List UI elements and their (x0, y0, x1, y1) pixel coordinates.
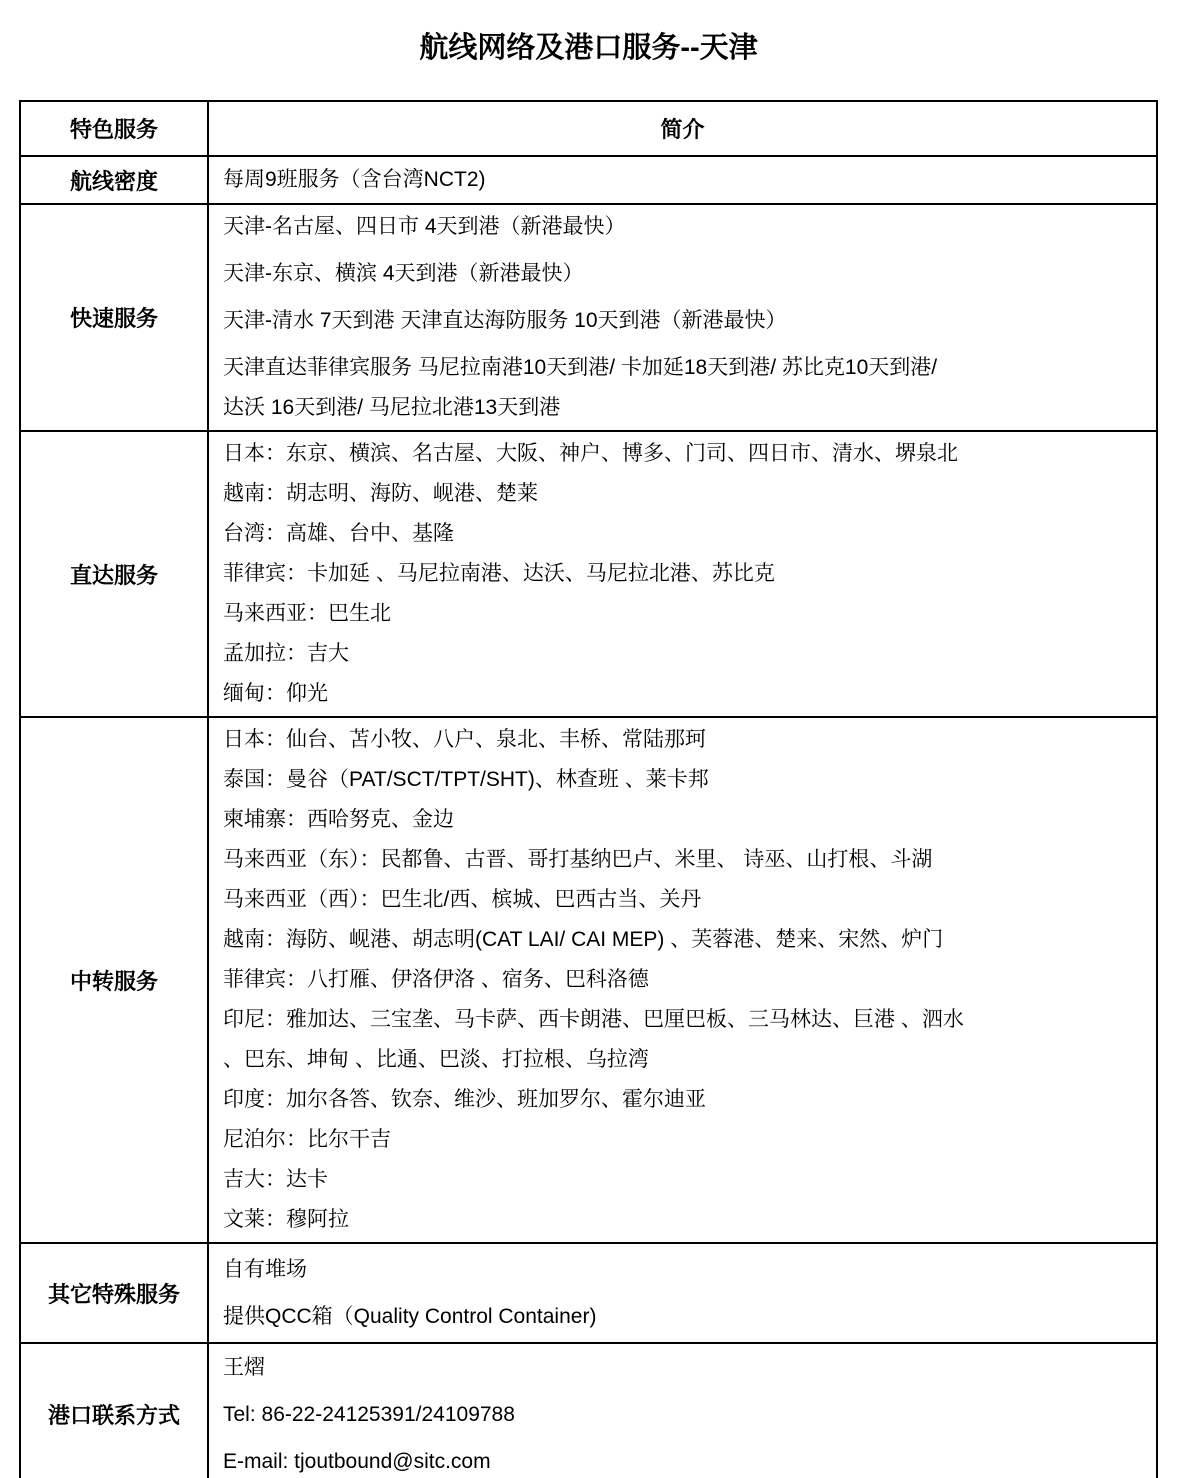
row-content-direct-service (208, 431, 1157, 717)
services-table (19, 100, 1158, 1478)
text-line: 印度：加尔各答、钦奈、维沙、班加罗尔、霍尔迪亚 (223, 1088, 706, 1111)
text-line: 天津-名古屋、四日市 4天到港（新港最快） (223, 215, 626, 238)
table-header-row (20, 101, 1157, 156)
text-line: 尼泊尔：比尔干吉 (223, 1128, 391, 1151)
row-label-express-service: 快速服务 (20, 204, 208, 431)
table-body (20, 156, 1157, 1478)
text-line: 马来西亚：巴生北 (223, 602, 391, 625)
text-line: 越南：胡志明、海防、岘港、楚莱 (223, 482, 538, 505)
table-row-port-contact (20, 1343, 1157, 1478)
table-row-express-service (20, 204, 1157, 431)
text-line: 天津-清水 7天到港 天津直达海防服务 10天到港（新港最快） (223, 309, 787, 332)
text-line: 、巴东、坤甸 、比通、巴淡、打拉根、乌拉湾 (223, 1048, 649, 1071)
text-line: 菲律宾：八打雁、伊洛伊洛 、宿务、巴科洛德 (223, 968, 649, 991)
text-line: 孟加拉：吉大 (223, 642, 349, 665)
text-line: 吉大：达卡 (223, 1168, 328, 1191)
text-line: E-mail: tjoutbound@sitc.com (223, 1449, 491, 1473)
text-line: 马来西亚（东）：民都鲁、古晋、哥打基纳巴卢、米里、 诗巫、山打根、斗湖 (223, 848, 933, 871)
page-title: 航线网络及港口服务--天津 (419, 32, 758, 64)
text-line: 菲律宾：卡加延 、马尼拉南港、达沃、马尼拉北港、苏比克 (223, 562, 775, 585)
row-label-port-contact: 港口联系方式 (20, 1343, 208, 1478)
row-content-route-density (208, 156, 1157, 204)
text-line: 达沃 16天到港/ 马尼拉北港13天到港 (223, 396, 561, 419)
text-line: 王熠 (223, 1355, 265, 1379)
row-content-port-contact (208, 1343, 1157, 1478)
text-line: 每周9班服务（含台湾NCT2) (223, 168, 486, 191)
table-row-route-density (20, 156, 1157, 204)
text-line: 日本：东京、横滨、名古屋、大阪、神户、博多、门司、四日市、清水、堺泉北 (223, 442, 958, 465)
text-line: 台湾：高雄、台中、基隆 (223, 522, 454, 545)
text-line: 日本：仙台、苫小牧、八户、泉北、丰桥、常陆那珂 (223, 728, 706, 751)
text-line: 柬埔寨：西哈努克、金边 (223, 808, 454, 831)
text-line: 缅甸：仰光 (223, 682, 328, 705)
header-feature-services: 特色服务 (20, 101, 208, 156)
text-line: 提供QCC箱（Quality Control Container) (223, 1304, 597, 1328)
row-label-other-special-service: 其它特殊服务 (20, 1243, 208, 1343)
text-line: Tel: 86-22-24125391/24109788 (223, 1402, 515, 1426)
table-row-transshipment-service (20, 717, 1157, 1243)
text-line: 泰国：曼谷（PAT/SCT/TPT/SHT)、林查班 、莱卡邦 (223, 768, 709, 791)
text-line: 越南：海防、岘港、胡志明(CAT LAI/ CAI MEP) 、芙蓉港、楚来、宋然、炉门 (223, 928, 944, 951)
text-line: 天津直达菲律宾服务 马尼拉南港10天到港/ 卡加延18天到港/ 苏比克10天到港/ (223, 356, 938, 379)
row-label-route-density: 航线密度 (20, 156, 208, 204)
header-intro: 简介 (208, 101, 1157, 156)
table-row-direct-service (20, 431, 1157, 717)
text-line: 马来西亚（西）：巴生北/西、槟城、巴西古当、关丹 (223, 888, 702, 911)
row-content-other-special-service (208, 1243, 1157, 1343)
text-line: 天津-东京、横滨 4天到港（新港最快） (223, 262, 584, 285)
text-line: 印尼：雅加达、三宝垄、马卡萨、西卡朗港、巴厘巴板、三马林达、巨港 、泗水 (223, 1008, 964, 1031)
row-content-transshipment-service (208, 717, 1157, 1243)
text-line: 自有堆场 (223, 1257, 307, 1281)
row-label-direct-service: 直达服务 (20, 431, 208, 717)
row-label-transshipment-service: 中转服务 (20, 717, 208, 1243)
text-line: 文莱：穆阿拉 (223, 1208, 349, 1231)
table-row-other-special-service (20, 1243, 1157, 1343)
row-content-express-service (208, 204, 1157, 431)
